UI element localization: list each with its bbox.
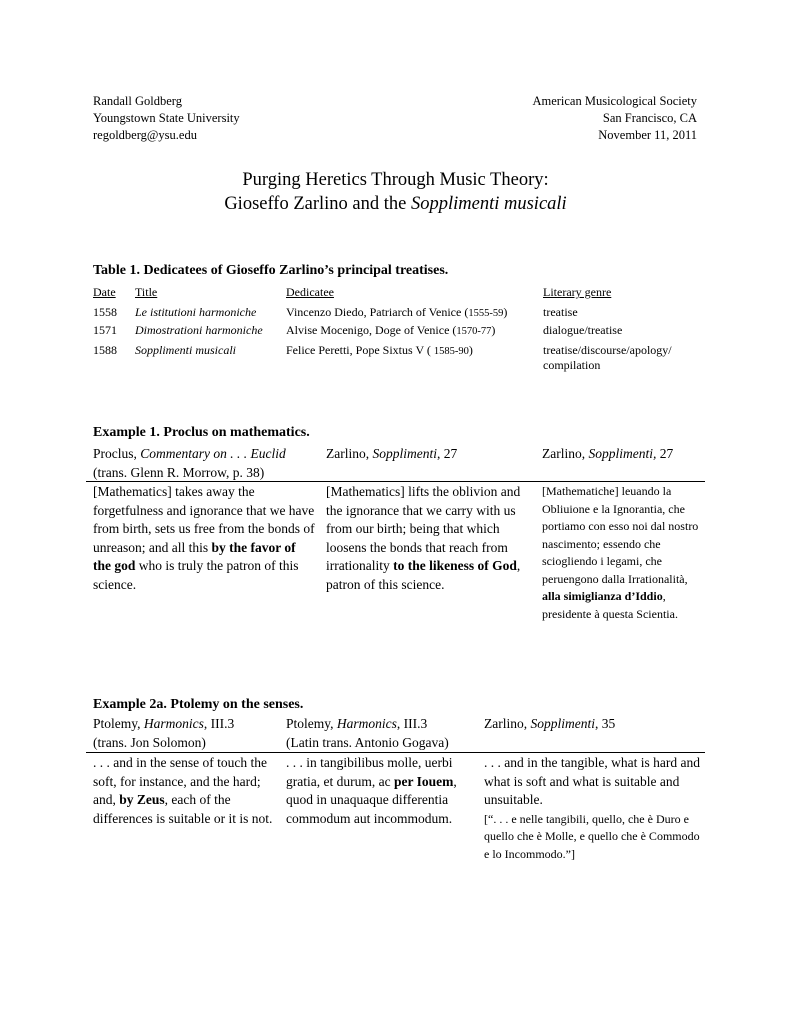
table1-row3-title: Sopplimenti musicali [135, 343, 236, 357]
passage-text-end: , quod in unaquaque differentia commodum aut incommodum. [286, 773, 457, 826]
heading-line2: (trans. Glenn R. Morrow, p. 38) [93, 464, 265, 480]
table1-header-date: Date [93, 285, 116, 299]
heading-line2: (Latin trans. Antonio Gogava) [286, 734, 449, 750]
paper-title [0, 168, 791, 216]
table1-row3-date: 1588 [93, 343, 117, 357]
heading-italic: Commentary on . . . Euclid [140, 446, 286, 461]
dedicatee-years: 1570-77 [456, 326, 492, 337]
example1-col3-heading [542, 445, 712, 464]
example2a-col1-text [93, 754, 278, 828]
dedicatee-text: Alvise Mocenigo, Doge of Venice ( [286, 323, 457, 337]
example2a-title: Example 2a. Ptolemy on the senses. [93, 697, 304, 712]
passage-emphasis: alla simiglianza d’Iddio [542, 589, 663, 603]
example2a-col2-heading [286, 715, 476, 752]
example1-col2-heading [326, 445, 536, 464]
table1-row1-dedicatee [286, 305, 507, 321]
dedicatee-text: Vincenzo Diedo, Patriarch of Venice ( [286, 305, 469, 319]
heading-italic: Sopplimenti, [588, 446, 657, 461]
title-line-2-italic: Sopplimenti musicali [410, 194, 567, 214]
title-line-1: Purging Heretics Through Music Theory: [242, 170, 549, 190]
dedicatee-close: ) [491, 323, 496, 337]
passage-text: [Mathematics] takes away the forgetfulness and ignorance that we have from birth, sets us free from the bonds of unreason; and all this [93, 484, 315, 555]
heading-prefix: Zarlino, [326, 446, 373, 461]
table1-row3-genre: treatise/discourse/apology/ [543, 343, 672, 357]
dedicatee-close: ) [468, 343, 473, 357]
heading-prefix: Proclus, [93, 446, 141, 461]
table1-row1-date: 1558 [93, 305, 117, 319]
author-name: Randall Goldberg [93, 94, 182, 108]
table1-row3-dedicatee [286, 343, 473, 359]
table1-row2-genre: dialogue/treatise [543, 323, 623, 337]
author-email: regoldberg@ysu.edu [93, 128, 197, 142]
heading-prefix: Zarlino, [484, 716, 531, 731]
table1-row2-date: 1571 [93, 323, 117, 337]
heading-prefix: Ptolemy, [286, 716, 337, 731]
table1-row1-genre: treatise [543, 305, 578, 319]
passage-text: . . . and in the sense of touch the soft, for instance, and the hard; and, [93, 755, 267, 807]
passage-emphasis: by the favor of the god [93, 539, 296, 573]
heading-prefix: Ptolemy, [93, 716, 144, 731]
venue-date: November 11, 2011 [598, 128, 697, 142]
passage-text: [Mathematics] lifts the oblivion and the ignorance that we carry with us from our birth; being that which loosens the bonds that reach from irrationality [326, 484, 521, 573]
heading-line2: (trans. Jon Solomon) [93, 734, 206, 750]
table1-title: Table 1. Dedicatees of Gioseffo Zarlino’s principal treatises. [93, 263, 449, 278]
dedicatee-close: ) [503, 305, 508, 319]
passage-text-end: , presidente à questa Scientia. [542, 589, 678, 621]
example1-title: Example 1. Proclus on mathematics. [93, 425, 310, 440]
table1-row3-genre-cont: compilation [543, 358, 601, 372]
table1-header-dedicatee: Dedicatee [286, 285, 334, 299]
heading-prefix: Zarlino, [542, 446, 589, 461]
example2a-divider [86, 752, 705, 753]
table1-row1-title: Le istitutioni harmoniche [135, 305, 257, 319]
heading-suffix: , 35 [595, 716, 616, 731]
author-affiliation: Youngstown State University [93, 111, 240, 125]
passage-emphasis: per Iouem [393, 773, 454, 789]
passage-translation: . . . and in the tangible, what is hard and what is soft and what is suitable and unsuitable. [484, 755, 700, 807]
example1-col1-text [93, 483, 315, 594]
example2a-col1-heading [93, 715, 278, 752]
heading-suffix: 27 [656, 446, 674, 461]
heading-suffix: , III.3 [396, 716, 428, 731]
heading-italic: Sopplimenti [372, 446, 437, 461]
example2a-col2-text [286, 754, 472, 828]
dedicatee-years: 1555-59 [468, 308, 504, 319]
table1-header-genre: Literary genre [543, 285, 612, 299]
table1-row2-title: Dimostrationi harmoniche [135, 323, 263, 337]
dedicatee-text: Felice Peretti, Pope Sixtus V ( [286, 343, 434, 357]
passage-text: [Mathematiche] leuando la Obliuione e la Ignorantia, che portiamo con esso noi dal nostro nascimento; essendo che sciogliendo i legami, che peruengono dalla Irrationalità, [542, 484, 699, 586]
example2a-col3-text [484, 754, 704, 863]
title-line-2-prefix: Gioseffo Zarlino and the [224, 194, 411, 214]
venue-block [532, 93, 697, 144]
title-line-2 [0, 192, 791, 216]
heading-italic: Harmonics [336, 716, 397, 731]
example1-col2-text [326, 483, 532, 594]
passage-text-end: , each of the differences is suitable or it is not. [93, 792, 273, 826]
example1-col1-heading [93, 445, 313, 482]
example1-col3-text [542, 483, 702, 623]
heading-suffix: , 27 [437, 446, 458, 461]
venue-society: American Musicological Society [532, 94, 697, 108]
heading-italic: Harmonics [143, 716, 204, 731]
passage-emphasis: by Zeus [119, 792, 165, 807]
table1-header-title: Title [135, 285, 158, 299]
dedicatee-years: 1585-90 [433, 346, 469, 357]
passage-emphasis: to the likeness of God [393, 558, 517, 573]
example1-divider [86, 481, 705, 482]
example2a-col3-heading [484, 715, 704, 734]
venue-location: San Francisco, CA [602, 111, 697, 125]
passage-original: [“. . . e nelle tangibili, quello, che è Duro e quello che è Molle, e quello che è Commodo e lo Incommodo.”] [484, 811, 700, 861]
table1-row2-dedicatee [286, 323, 495, 339]
heading-suffix: , III.3 [203, 716, 235, 731]
heading-italic: Sopplimenti [530, 716, 595, 731]
author-block [93, 93, 240, 144]
passage-text-end: , patron of this science. [326, 558, 521, 592]
passage-text: . . . in tangibilibus molle, uerbi gratia, et durum, ac [286, 755, 453, 789]
passage-text-end: who is truly the patron of this science. [93, 558, 299, 592]
